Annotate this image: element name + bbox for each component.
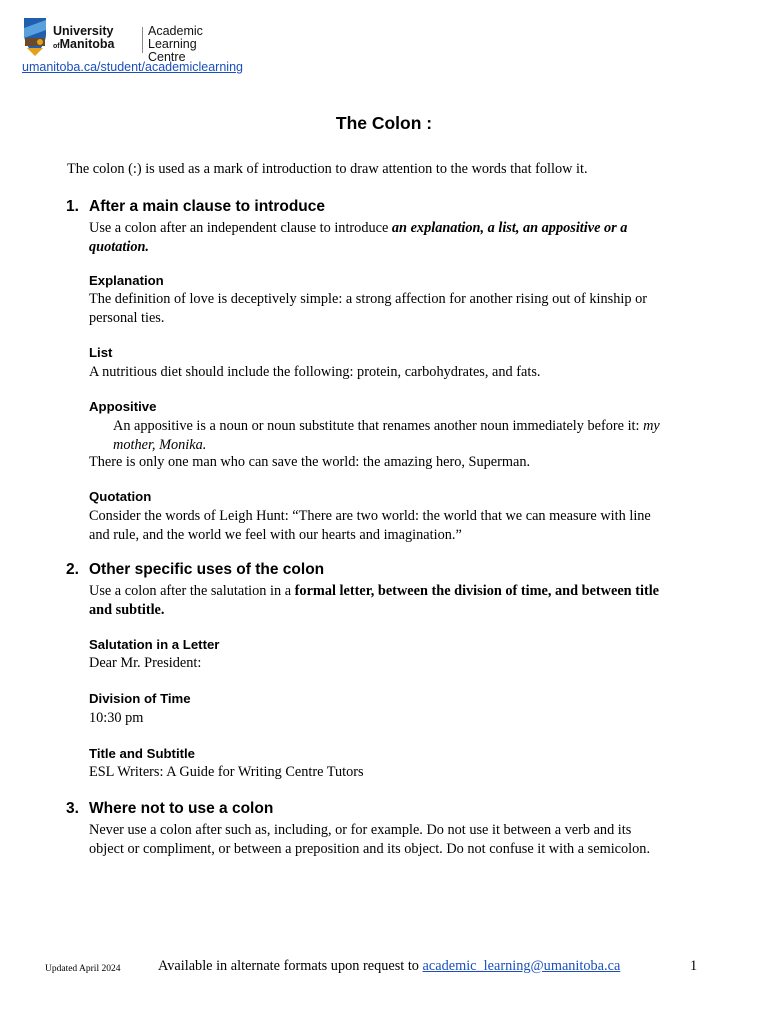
page-number: 1 bbox=[690, 958, 698, 974]
appositive-example: There is only one man who can save the world: the amazing hero, Superman. bbox=[89, 454, 531, 470]
logo-divider bbox=[142, 27, 143, 53]
footer-updated-date: Updated April 2024 bbox=[45, 964, 121, 974]
section-2-description: Use a colon after the salutation in a formal letter, between the division of time, and between title and subtitle. bbox=[89, 583, 660, 618]
university-logo bbox=[22, 14, 212, 64]
salutation-heading: Salutation in a Letter bbox=[89, 637, 220, 652]
title-subtitle-heading: Title and Subtitle bbox=[89, 746, 195, 761]
section-1-description: Use a colon after an independent clause to introduce an explanation, a list, an appositive or a quotation. bbox=[89, 220, 628, 255]
section-3-heading: 3. Where not to use a colon bbox=[66, 800, 274, 817]
appositive-heading: Appositive bbox=[89, 399, 157, 414]
section-1-heading: 1. After a main clause to introduce bbox=[66, 198, 325, 215]
appositive-definition: An appositive is a noun or noun substitute that renames another noun immediately before it: my mother, Monika. bbox=[113, 418, 660, 453]
intro-text: The colon (:) is used as a mark of introduction to draw attention to the words that follow it. bbox=[67, 161, 588, 177]
quotation-heading: Quotation bbox=[89, 489, 152, 504]
explanation-example: The definition of love is deceptively simple: a strong affection for another rising out of kinship or personal ties. bbox=[89, 291, 647, 326]
list-heading: List bbox=[89, 345, 113, 360]
salutation-example: Dear Mr. President: bbox=[89, 655, 202, 671]
section-2-heading: 2. Other specific uses of the colon bbox=[66, 561, 325, 578]
site-link[interactable]: umanitoba.ca/student/academiclearning bbox=[22, 60, 243, 74]
logo-centre-name: Academic Learning Centre bbox=[148, 24, 203, 64]
footer-email-link[interactable]: academic_learning@umanitoba.ca bbox=[422, 958, 621, 974]
title-subtitle-example: ESL Writers: A Guide for Writing Centre Tutors bbox=[89, 764, 364, 780]
time-example: 10:30 pm bbox=[89, 710, 144, 726]
quotation-example: Consider the words of Leigh Hunt: “There are two world: the world that we can measure with line and rule, and the world we feel with our hearts and imagination.” bbox=[89, 508, 651, 543]
page-title: The Colon : bbox=[335, 113, 433, 133]
explanation-heading: Explanation bbox=[89, 273, 164, 288]
list-example: A nutritious diet should include the following: protein, carbohydrates, and fats. bbox=[89, 364, 541, 380]
logo-university-name: University ofManitoba bbox=[53, 24, 115, 51]
university-crest-icon bbox=[22, 16, 48, 58]
section-3-description: Never use a colon after such as, including, or for example. Do not use it between a verb and its object or compliment, or between a preposition and its object. Do not confuse it with a semicolon. bbox=[89, 822, 651, 857]
footer-availability: Available in alternate formats upon request to academic_learning@umanitoba.ca bbox=[158, 958, 621, 974]
time-heading: Division of Time bbox=[89, 691, 191, 706]
